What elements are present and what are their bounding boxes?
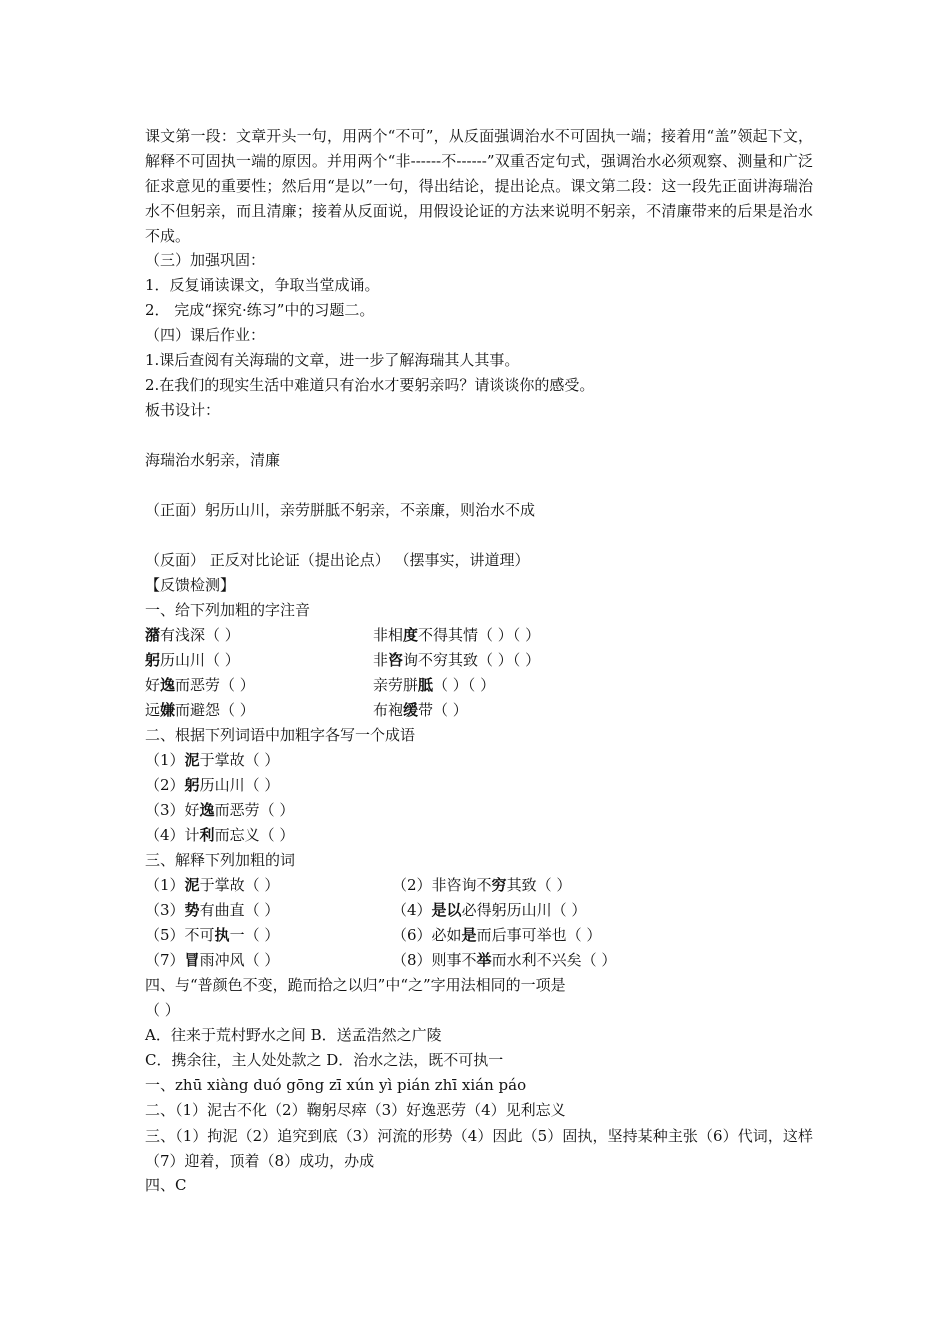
consolidate-heading: （三）加强巩固： (145, 251, 266, 269)
board-line-3: （反面） 正反对比论证（提出论点） （摆事实，讲道理） (145, 551, 530, 569)
answer-4: 四、C (145, 1176, 187, 1194)
q3-right-1: （2）非咨询不穷其致（ ） (392, 876, 572, 894)
answer-1: 一、zhū xiàng duó gōng zī xún yì pián zhī xián páo (145, 1076, 527, 1094)
homework-heading: （四）课后作业： (145, 326, 266, 344)
q1-right-4: 布袍缓带（ ） (373, 701, 468, 719)
board-line-1: 海瑞治水躬亲，清廉 (145, 451, 281, 469)
consolidate-item-1: 1．反复诵读课文，争取当堂成诵。 (145, 276, 380, 294)
homework-item-1: 1.课后查阅有关海瑞的文章，进一步了解海瑞其人其事。 (145, 351, 520, 369)
q3-heading: 三、解释下列加粗的词 (145, 851, 296, 869)
q1-left-1: 潴有浅深（ ） (145, 626, 240, 644)
q2-heading: 二、根据下列词语中加粗字各写一个成语 (145, 726, 416, 744)
q3-left-3: （5）不可执一（ ） (145, 926, 280, 944)
q3-left-2: （3）势有曲直（ ） (145, 901, 280, 919)
q1-left-2: 躬历山川（ ） (145, 651, 240, 669)
homework-item-2: 2.在我们的现实生活中难道只有治水才要躬亲吗？请谈谈你的感受。 (145, 376, 595, 394)
q2-item-4: （4）计利而忘义（ ） (145, 826, 295, 844)
consolidate-item-2: 2． 完成“探究·练习”中的习题二。 (145, 301, 375, 319)
answer-3: 三、（1）拘泥（2）追究到底（3）河流的形势（4）因此（5）固执，坚持某种主张（6）代词，这样（7）迎着，顶着（8）成功，办成 (145, 1127, 813, 1170)
board-heading: 板书设计： (145, 401, 221, 419)
q3-right-4: （8）则事不举而水利不兴矣（ ） (392, 951, 617, 969)
q3-right-2: （4）是以必得躬历山川（ ） (392, 901, 587, 919)
q4-blank: （ ） (145, 1001, 180, 1019)
q4-options-line-1: A．往来于荒村野水之间 B．送孟浩然之广陵 (145, 1026, 442, 1044)
q2-item-1: （1）泥于掌故（ ） (145, 751, 280, 769)
q1-right-3: 亲劳胼胝（ ）（ ） (373, 676, 496, 694)
intro-paragraph: 课文第一段：文章开头一句，用两个“不可”，从反面强调治水不可固执一端；接着用“盖”领起下文，解释不可固执一端的原因。并用两个“非------不------”双重否定句式，强调治水必须观察、测量和广泛征求意见的重要性；然后用“是以”一句，得出结论，提出论点。课文第二段：这一段先正面讲海瑞治水不但躬亲，而且清廉；接着从反面说，用假设论证的方法来说明不躬亲，不清廉带来的后果是治水不成。 (145, 127, 813, 245)
q1-heading: 一、给下列加粗的字注音 (145, 601, 311, 619)
q1-right-2: 非咨询不穷其致（ ）（ ） (373, 651, 541, 669)
answer-2: 二、（1）泥古不化（2）鞠躬尽瘁（3）好逸恶劳（4）见利忘义 (145, 1101, 566, 1119)
q2-item-2: （2）躬历山川（ ） (145, 776, 280, 794)
q3-left-4: （7）冒雨冲风（ ） (145, 951, 280, 969)
q1-left-3: 好逸而恶劳（ ） (145, 676, 255, 694)
q4-heading: 四、与“普颜色不变，跪而拾之以归”中“之”字用法相同的一项是 (145, 976, 566, 994)
q1-left-4: 远嫌而避怨（ ） (145, 701, 255, 719)
q2-item-3: （3）好逸而恶劳（ ） (145, 801, 295, 819)
q3-left-1: （1）泥于掌故（ ） (145, 876, 280, 894)
q1-right-1: 非相度不得其情（ ）（ ） (373, 626, 541, 644)
q3-right-3: （6）必如是而后事可举也（ ） (392, 926, 602, 944)
feedback-heading: 【反馈检测】 (145, 576, 236, 594)
board-line-2: （正面）躬历山川，亲劳胼胝不躬亲，不亲廉，则治水不成 (145, 501, 536, 519)
q4-options-line-2: C．携余往，主人处处款之 D．治水之法，既不可执一 (145, 1051, 504, 1069)
